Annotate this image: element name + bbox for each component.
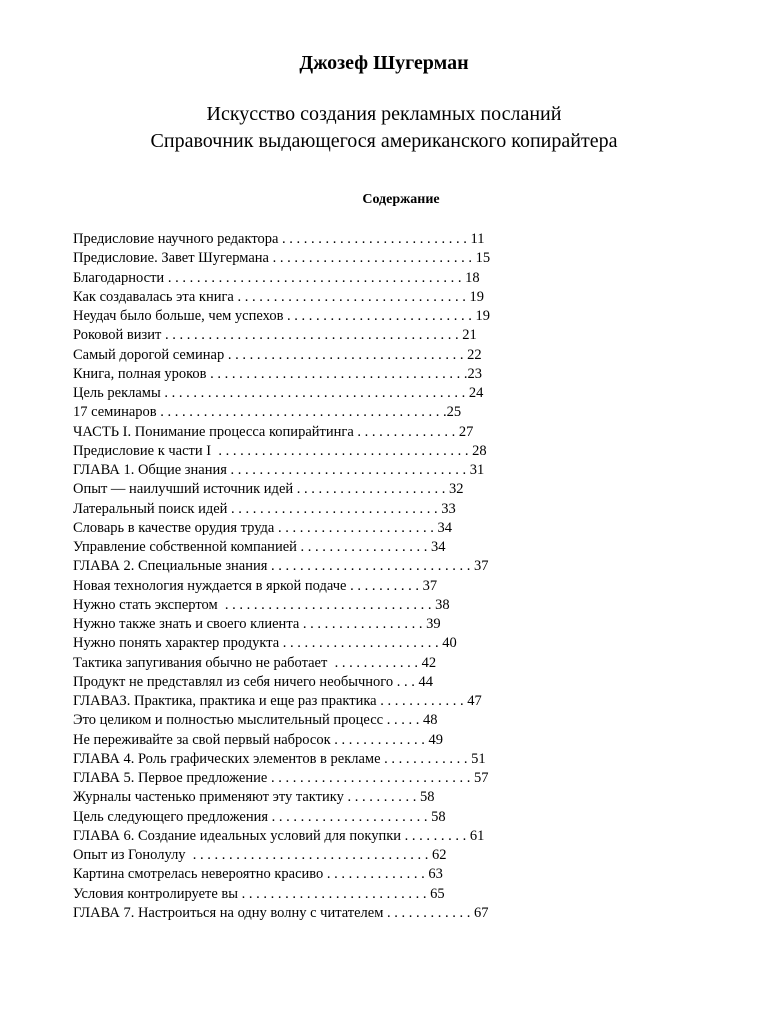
toc-entry: Опыт — наилучший источник идей . . . . . . . . . . . . . . . . . . . . . 32: [73, 481, 464, 498]
toc-heading: Содержание: [362, 192, 440, 207]
toc-entry: Книга, полная уроков . . . . . . . . . . . . . . . . . . . . . . . . . . . . . . . . . . . .23: [73, 365, 483, 382]
toc-entry: Цель следующего предложения . . . . . . . . . . . . . . . . . . . . . . 58: [73, 808, 446, 825]
toc-entry: Нужно также знать и своего клиента . . . . . . . . . . . . . . . . . 39: [73, 616, 441, 632]
toc-entry: Продукт не представлял из себя ничего необычного . . . 44: [73, 673, 434, 690]
toc-entry: Словарь в качестве орудия труда . . . . . . . . . . . . . . . . . . . . . . 34: [73, 519, 452, 536]
toc-entry: ГЛАВА 1. Общие знания . . . . . . . . . . . . . . . . . . . . . . . . . . . . . . . . . 31: [73, 462, 485, 478]
toc-entry: Как создавалась эта книга . . . . . . . . . . . . . . . . . . . . . . . . . . . . . . . . 19: [73, 288, 484, 305]
toc-entry: Нужно понять характер продукта . . . . . . . . . . . . . . . . . . . . . . 40: [73, 635, 457, 652]
toc-entry: Цель рекламы . . . . . . . . . . . . . . . . . . . . . . . . . . . . . . . . . . . . . . . . . . 24: [73, 385, 484, 401]
toc-entry: Не переживайте за свой первый набросок . . . . . . . . . . . . . 49: [73, 731, 444, 748]
toc-entry: Опыт из Гонолулу . . . . . . . . . . . . . . . . . . . . . . . . . . . . . . . . . 62: [73, 847, 447, 863]
toc-entry: Новая технология нуждается в яркой подаче . . . . . . . . . . 37: [73, 577, 438, 594]
toc-entry: ГЛАВА 5. Первое предложение . . . . . . . . . . . . . . . . . . . . . . . . . . . . 57: [73, 770, 489, 786]
toc-entry: ГЛАВА 6. Создание идеальных условий для покупки . . . . . . . . . 61: [73, 827, 485, 844]
toc-entry: Картина смотрелась невероятно красиво . . . . . . . . . . . . . . 63: [73, 866, 443, 883]
toc-entry: Это целиком и полностью мыслительный процесс . . . . . 48: [73, 712, 438, 729]
toc-entry: Условия контролируете вы . . . . . . . . . . . . . . . . . . . . . . . . . . 65: [73, 885, 445, 902]
toc-entry: Управление собственной компанией . . . . . . . . . . . . . . . . . . 34: [73, 539, 446, 555]
toc-entry: Латеральный поиск идей . . . . . . . . . . . . . . . . . . . . . . . . . . . . . 33: [73, 500, 456, 517]
toc-entry: Нужно стать экспертом . . . . . . . . . . . . . . . . . . . . . . . . . . . . . 38: [73, 596, 450, 613]
toc-entry: ГЛАВА 2. Специальные знания . . . . . . . . . . . . . . . . . . . . . . . . . . . . 37: [73, 558, 489, 575]
toc-entry: ГЛАВА 7. Настроиться на одну волну с читателем . . . . . . . . . . . . 67: [73, 904, 489, 921]
toc-entry: Журналы частенько применяют эту тактику . . . . . . . . . . 58: [73, 789, 435, 806]
toc-entry: Самый дорогой семинар . . . . . . . . . . . . . . . . . . . . . . . . . . . . . . . . . 22: [73, 346, 482, 363]
toc-entry: Предисловие научного редактора . . . . . . . . . . . . . . . . . . . . . . . . . . 11: [73, 231, 485, 247]
book-title-line-2: Справочник выдающегося американского копирайтера: [150, 130, 618, 152]
toc-entry: Тактика запугивания обычно не работает . . . . . . . . . . . . 42: [73, 654, 437, 671]
toc-entry: Предисловие. Завет Шугермана . . . . . . . . . . . . . . . . . . . . . . . . . . . . 15: [73, 250, 491, 267]
toc-entry: 17 семинаров . . . . . . . . . . . . . . . . . . . . . . . . . . . . . . . . . . . . . . . .25: [73, 404, 462, 421]
table-of-contents: [73, 230, 713, 923]
toc-entry: Роковой визит . . . . . . . . . . . . . . . . . . . . . . . . . . . . . . . . . . . . . . . . . 21: [73, 327, 477, 344]
toc-entry: Неудач было больше, чем успехов . . . . . . . . . . . . . . . . . . . . . . . . . . 19: [73, 308, 491, 324]
toc-entry: ГЛАВАЗ. Практика, практика и еще раз практика . . . . . . . . . . . . 47: [73, 693, 482, 709]
author-name: Джозеф Шугерман: [299, 52, 469, 74]
toc-entry: Благодарности . . . . . . . . . . . . . . . . . . . . . . . . . . . . . . . . . . . . . . . . . 18: [73, 269, 480, 286]
toc-entry: ЧАСТЬ I. Понимание процесса копирайтинга . . . . . . . . . . . . . . 27: [73, 423, 474, 440]
book-title: [0, 101, 768, 155]
toc-entry: Предисловие к части I . . . . . . . . . . . . . . . . . . . . . . . . . . . . . . . . . . . 28: [73, 442, 487, 459]
toc-entry: ГЛАВА 4. Роль графических элементов в рекламе . . . . . . . . . . . . 51: [73, 750, 486, 767]
book-title-line-1: Искусство создания рекламных посланий: [206, 103, 562, 125]
